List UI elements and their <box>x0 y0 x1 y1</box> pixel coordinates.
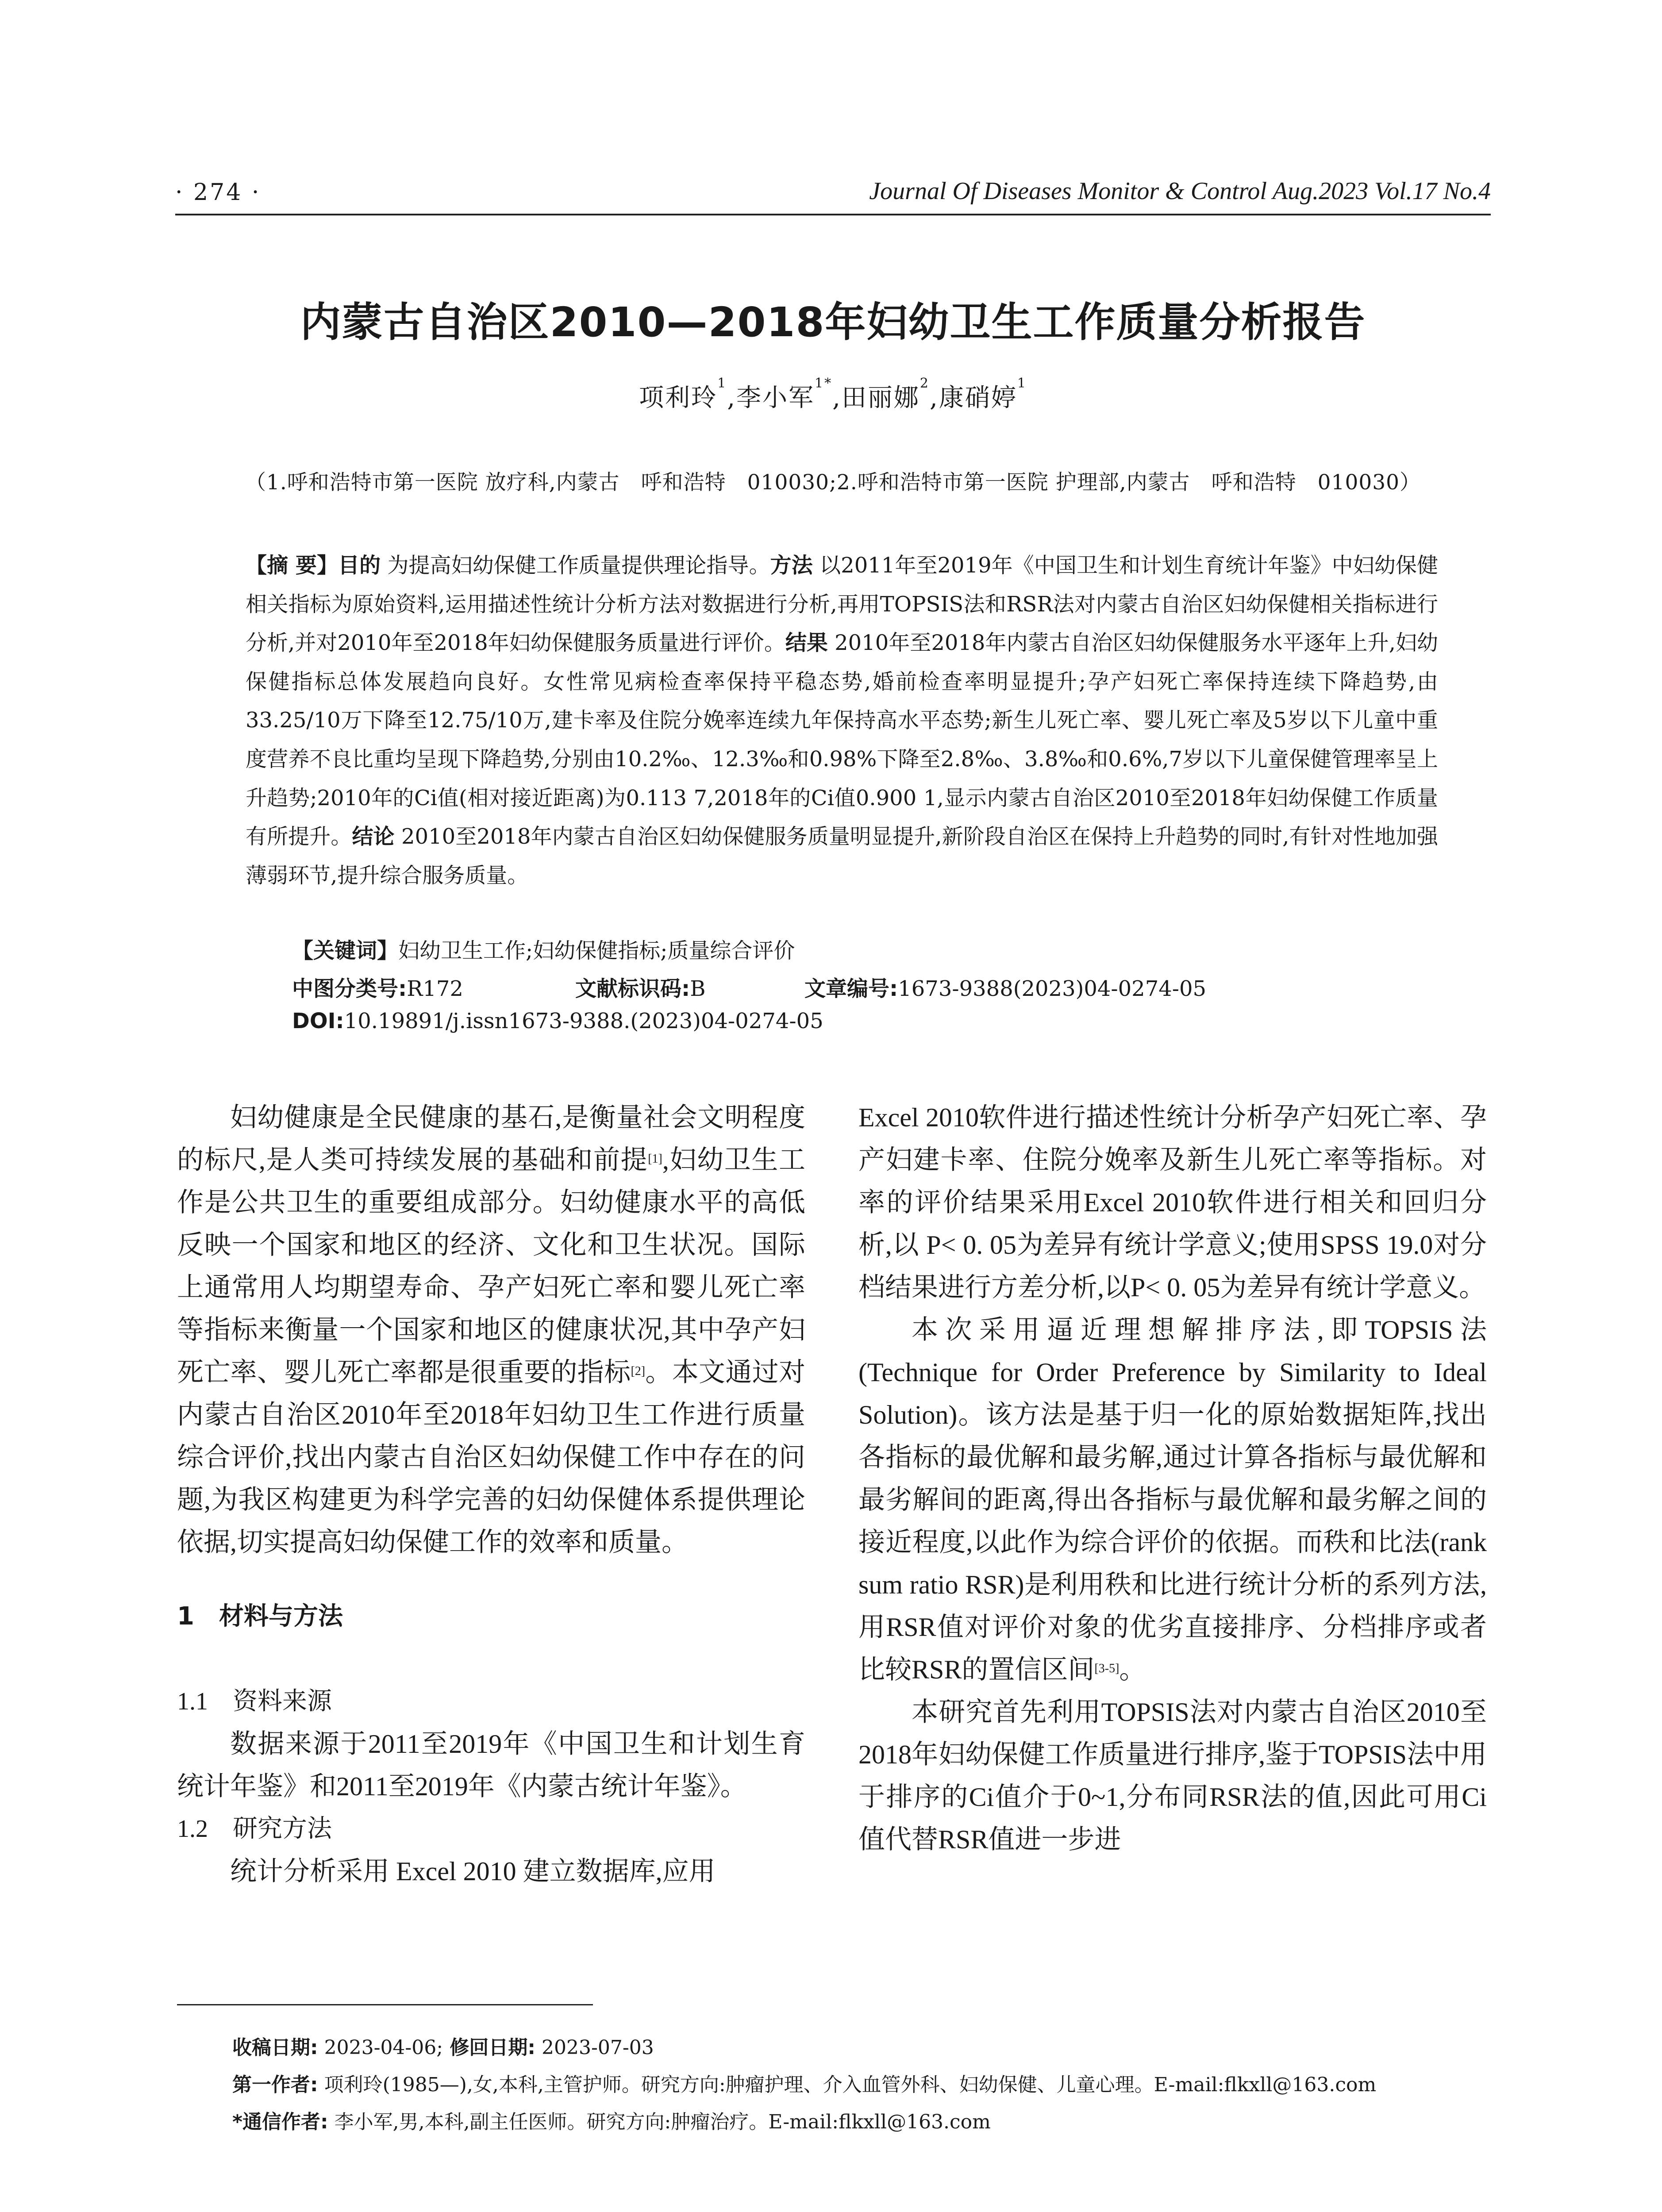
citation-1: [1] <box>648 1152 662 1166</box>
article-title: 内蒙古自治区2010—2018年妇幼卫生工作质量分析报告 <box>300 299 1366 346</box>
author-name: 田丽娜 <box>841 384 920 412</box>
subsection-heading-1-1: 1.1 资料来源 <box>177 1688 332 1715</box>
corresponding-author-note <box>232 2106 991 2134</box>
author-mark: 1 <box>717 376 727 391</box>
method-text: 以2011年至2019年《中国卫生和计划生育统计年鉴》中妇幼保健相关指标为原始资料,运用描述性统计分析方法对数据进行分析,再用TOPSIS法和RSR法对内蒙古自治区妇幼保健相关指标进行分析,并对2010年至2018年妇幼保健服务质量进行评价。 <box>246 553 1438 656</box>
objective-label: 目的 <box>338 553 381 578</box>
topsis-text-end: 。 <box>1119 1655 1146 1684</box>
received-label: 收稿日期: <box>232 2036 318 2059</box>
author-list: 项利玲$^1$,李小军$^{1*}$,田丽娜$^2$,康硝婷$^1$ <box>639 376 1027 412</box>
author-name: 项利玲 <box>639 384 718 412</box>
conclusion-text: 2010至2018年内蒙古自治区妇幼保健服务质量明显提升,新阶段自治区在保持上升趋势的同时,有针对性地加强薄弱环节,提升综合服务质量。 <box>246 824 1438 888</box>
author-mark: 2 <box>919 376 930 391</box>
document-code-value: B <box>690 976 706 1001</box>
doi <box>292 1009 823 1033</box>
footnote-rule <box>177 2004 593 2005</box>
classification-number <box>292 972 463 1002</box>
classification-label: 中图分类号: <box>292 976 407 1001</box>
affiliations: （1.呼和浩特市第一医院 放疗科,内蒙古 呼和浩特 010030;2.呼和浩特市第一医院 护理部,内蒙古 呼和浩特 010030） <box>245 470 1421 495</box>
author-name: 康硝婷 <box>939 384 1017 412</box>
intro-text-c: 。本文通过对内蒙古自治区2010年至2018年妇幼卫生工作进行质量综合评价,找出内蒙古自治区妇幼保健工作中存在的问题,为我区构建更为科学完善的妇幼保健体系提供理论依据,切实提高妇幼保健工作的效率和质量。 <box>177 1358 806 1557</box>
first-author-note <box>232 2069 1376 2097</box>
section-heading-1: 1 材料与方法 <box>177 1602 343 1631</box>
first-author-label: 第一作者: <box>232 2074 318 2096</box>
method-label: 方法 <box>770 553 813 578</box>
intro-paragraph <box>177 1096 805 1563</box>
document-code-label: 文献标识码: <box>575 976 690 1001</box>
topsis-paragraph <box>858 1309 1487 1691</box>
conclusion-label: 结论 <box>352 824 395 849</box>
article-number <box>804 972 1206 1002</box>
study-paragraph: 本研究首先利用TOPSIS法对内蒙古自治区2010至2018年妇幼保健工作质量进行排序,鉴于TOPSIS法中用于排序的Ci值介于0~1,分布同RSR法的值,因此可用Ci值代替RSR值进一步进 <box>858 1697 1487 1854</box>
corresponding-author-label: *通信作者: <box>232 2111 328 2133</box>
abstract <box>246 546 1438 895</box>
author-mark: 1* <box>815 376 833 391</box>
abstract-label: 【摘 要】 <box>246 553 339 578</box>
classification-value: R172 <box>407 976 463 1001</box>
result-text: 2010年至2018年内蒙古自治区妇幼保健服务水平逐年上升,妇幼保健指标总体发展趋向良好。女性常见病检查率保持平稳态势,婚前检查率明显提升;孕产妇死亡率保持连续下降趋势,由33.25/10万下降至12.75/10万,建卡率及住院分娩率连续九年保持高水平态势;新生儿死亡率、婴儿死亡率及5岁以下儿童中重度营养不良比重均呈现下降趋势,分别由10.2‰、12.3‰和0.98%下降至2.8‰、3.8‰和0.6%,7岁以下儿童保健管理率呈上升趋势;2010年的Ci值(相对接近距离)为0.113 7,2018年的Ci值0.900 1,显示内蒙古自治区2010至2018年妇幼保健工作质量有所提升。 <box>246 630 1438 849</box>
methods-paragraph: 统计分析采用 Excel 2010 建立数据库,应用 <box>230 1857 716 1886</box>
data-source-paragraph: 数据来源于2011至2019年《中国卫生和计划生育统计年鉴》和2011至2019年《内蒙古统计年鉴》。 <box>177 1729 805 1801</box>
first-author-value: 项利玲(1985—),女,本科,主管护师。研究方向:肿瘤护理、介入血管外科、妇幼保健、儿童心理。E-mail:flkxll@163.com <box>318 2074 1377 2096</box>
body-right-column <box>858 1096 1487 1861</box>
doi-value: 10.19891/j.issn1673-9388.(2023)04-0274-05 <box>344 1009 823 1033</box>
article-number-value: 1673-9388(2023)04-0274-05 <box>898 976 1207 1001</box>
topsis-text: 本次采用逼近理想解排序法,即TOPSIS法(Technique for Order Preference by Similarity to Ideal Solution)。该方法是基于归一化的原始数据矩阵,找出各指标的最优解和最劣解,通过计算各指标与最优解和最劣解间的距离,得出各指标与最优解和最劣解之间的接近程度,以此作为综合评价的依据。而秩和比法(rank sum ratio RSR)是利用秩和比进行统计分析的系列方法,用RSR值对评价对象的优劣直接排序、分档排序或者比较RSR的置信区间 <box>858 1315 1487 1684</box>
page-number: · 274 · <box>175 179 261 206</box>
intro-text-a: 妇幼健康是全民健康的基石,是衡量社会文明程度的标尺,是人类可持续发展的基础和前提 <box>177 1103 805 1175</box>
header-rule <box>175 214 1491 215</box>
subsection-heading-1-2: 1.2 研究方法 <box>177 1815 332 1843</box>
revised-value: 2023-07-03 <box>535 2036 654 2059</box>
objective-text: 为提高妇幼保健工作质量提供理论指导。 <box>381 553 770 578</box>
keywords-label: 【关键词】 <box>292 938 399 963</box>
author-name: 李小军 <box>736 384 815 412</box>
intro-text-b: ,妇幼卫生工作是公共卫生的重要组成部分。妇幼健康水平的高低反映一个国家和地区的经济、文化和卫生状况。国际上通常用人均期望寿命、孕产妇死亡率和婴儿死亡率等指标来衡量一个国家和地区的健康状况,其中孕产妇死亡率、婴儿死亡率都是很重要的指标 <box>177 1145 806 1387</box>
journal-header: Journal Of Diseases Monitor & Control Aug.2023 Vol.17 No.4 <box>869 177 1491 205</box>
revised-label: 修回日期: <box>443 2036 536 2059</box>
received-value: 2023-04-06; <box>318 2036 443 2059</box>
methods-continued-paragraph: Excel 2010软件进行描述性统计分析孕产妇死亡率、孕产妇建卡率、住院分娩率及新生儿死亡率等指标。对率的评价结果采用Excel 2010软件进行相关和回归分析,以 P< 0. 05为差异有统计学意义;使用SPSS 19.0对分档结果进行方差分析,以P< 0. 05为差异有统计学意义。 <box>858 1103 1487 1302</box>
author-mark: 1 <box>1017 376 1027 391</box>
keywords <box>292 933 795 964</box>
document-code <box>575 972 705 1002</box>
result-label: 结果 <box>785 630 828 656</box>
citation-3-5: [3-5] <box>1094 1662 1120 1675</box>
corresponding-author-value: 李小军,男,本科,副主任医师。研究方向:肿瘤治疗。E-mail:flkxll@163.com <box>328 2111 991 2133</box>
doi-label: DOI: <box>292 1009 344 1033</box>
body-left-column <box>177 1096 805 1893</box>
keywords-text: 妇幼卫生工作;妇幼保健指标;质量综合评价 <box>398 938 795 963</box>
received-date <box>232 2032 654 2060</box>
article-number-label: 文章编号: <box>804 976 898 1001</box>
citation-2: [2] <box>631 1364 646 1378</box>
